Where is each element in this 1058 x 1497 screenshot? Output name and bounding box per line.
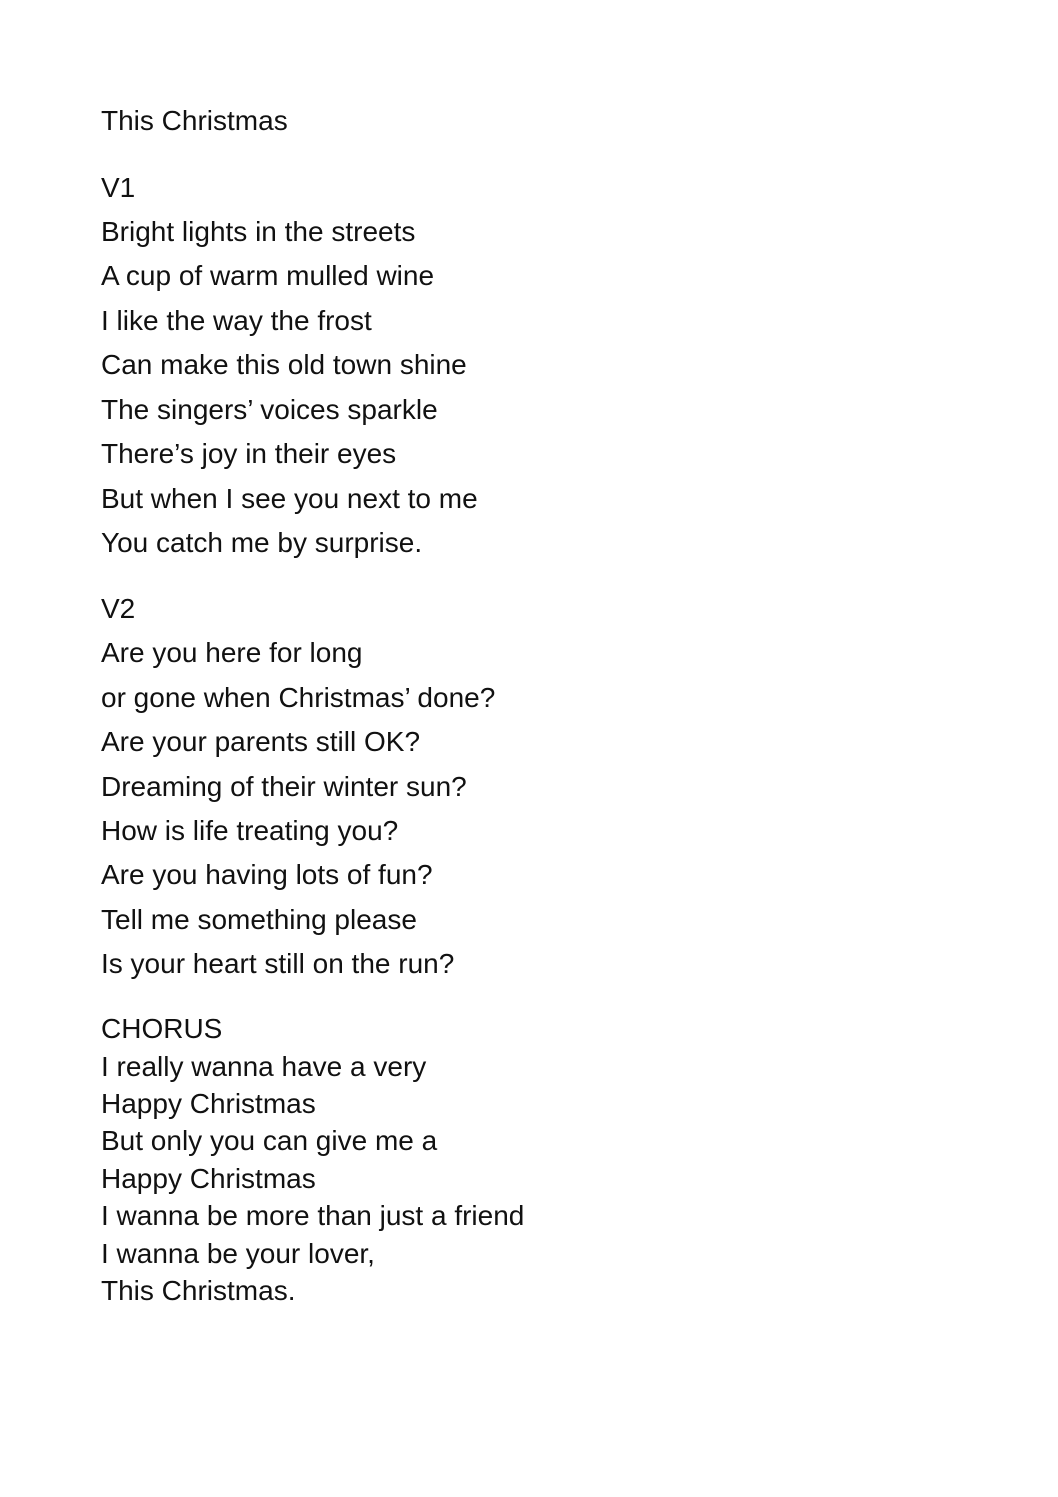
verse1-line: But when I see you next to me: [101, 483, 478, 514]
verse1-line: Can make this old town shine: [101, 349, 467, 380]
verse2-line: How is life treating you?: [101, 815, 399, 846]
chorus-line: Happy Christmas: [101, 1088, 316, 1119]
verse1-line: A cup of warm mulled wine: [101, 260, 435, 291]
song-title: This Christmas: [101, 105, 288, 136]
verse1-line: There’s joy in their eyes: [101, 438, 397, 469]
chorus-line: This Christmas.: [101, 1275, 296, 1306]
verse2-line: or gone when Christmas’ done?: [101, 682, 496, 713]
verse2-line: Are your parents still OK?: [101, 726, 421, 757]
verse1-line: You catch me by surprise.: [101, 527, 423, 558]
verse2-line: Are you here for long: [101, 637, 363, 668]
chorus-line: I really wanna have a very: [101, 1051, 427, 1082]
chorus-line: I wanna be your lover,: [101, 1238, 375, 1269]
chorus-line: I wanna be more than just a friend: [101, 1200, 525, 1231]
verse2-line: Dreaming of their winter sun?: [101, 771, 467, 802]
chorus-line: Happy Christmas: [101, 1163, 316, 1194]
verse2-line: Is your heart still on the run?: [101, 948, 455, 979]
verse1-line: The singers’ voices sparkle: [101, 394, 438, 425]
chorus-label: CHORUS: [101, 1013, 223, 1044]
verse1-label: V1: [101, 172, 136, 203]
verse1-line: I like the way the frost: [101, 305, 372, 336]
verse2-label: V2: [101, 593, 136, 624]
chorus-line: But only you can give me a: [101, 1125, 438, 1156]
verse2-line: Are you having lots of fun?: [101, 859, 433, 890]
verse2-line: Tell me something please: [101, 904, 417, 935]
verse1-line: Bright lights in the streets: [101, 216, 416, 247]
